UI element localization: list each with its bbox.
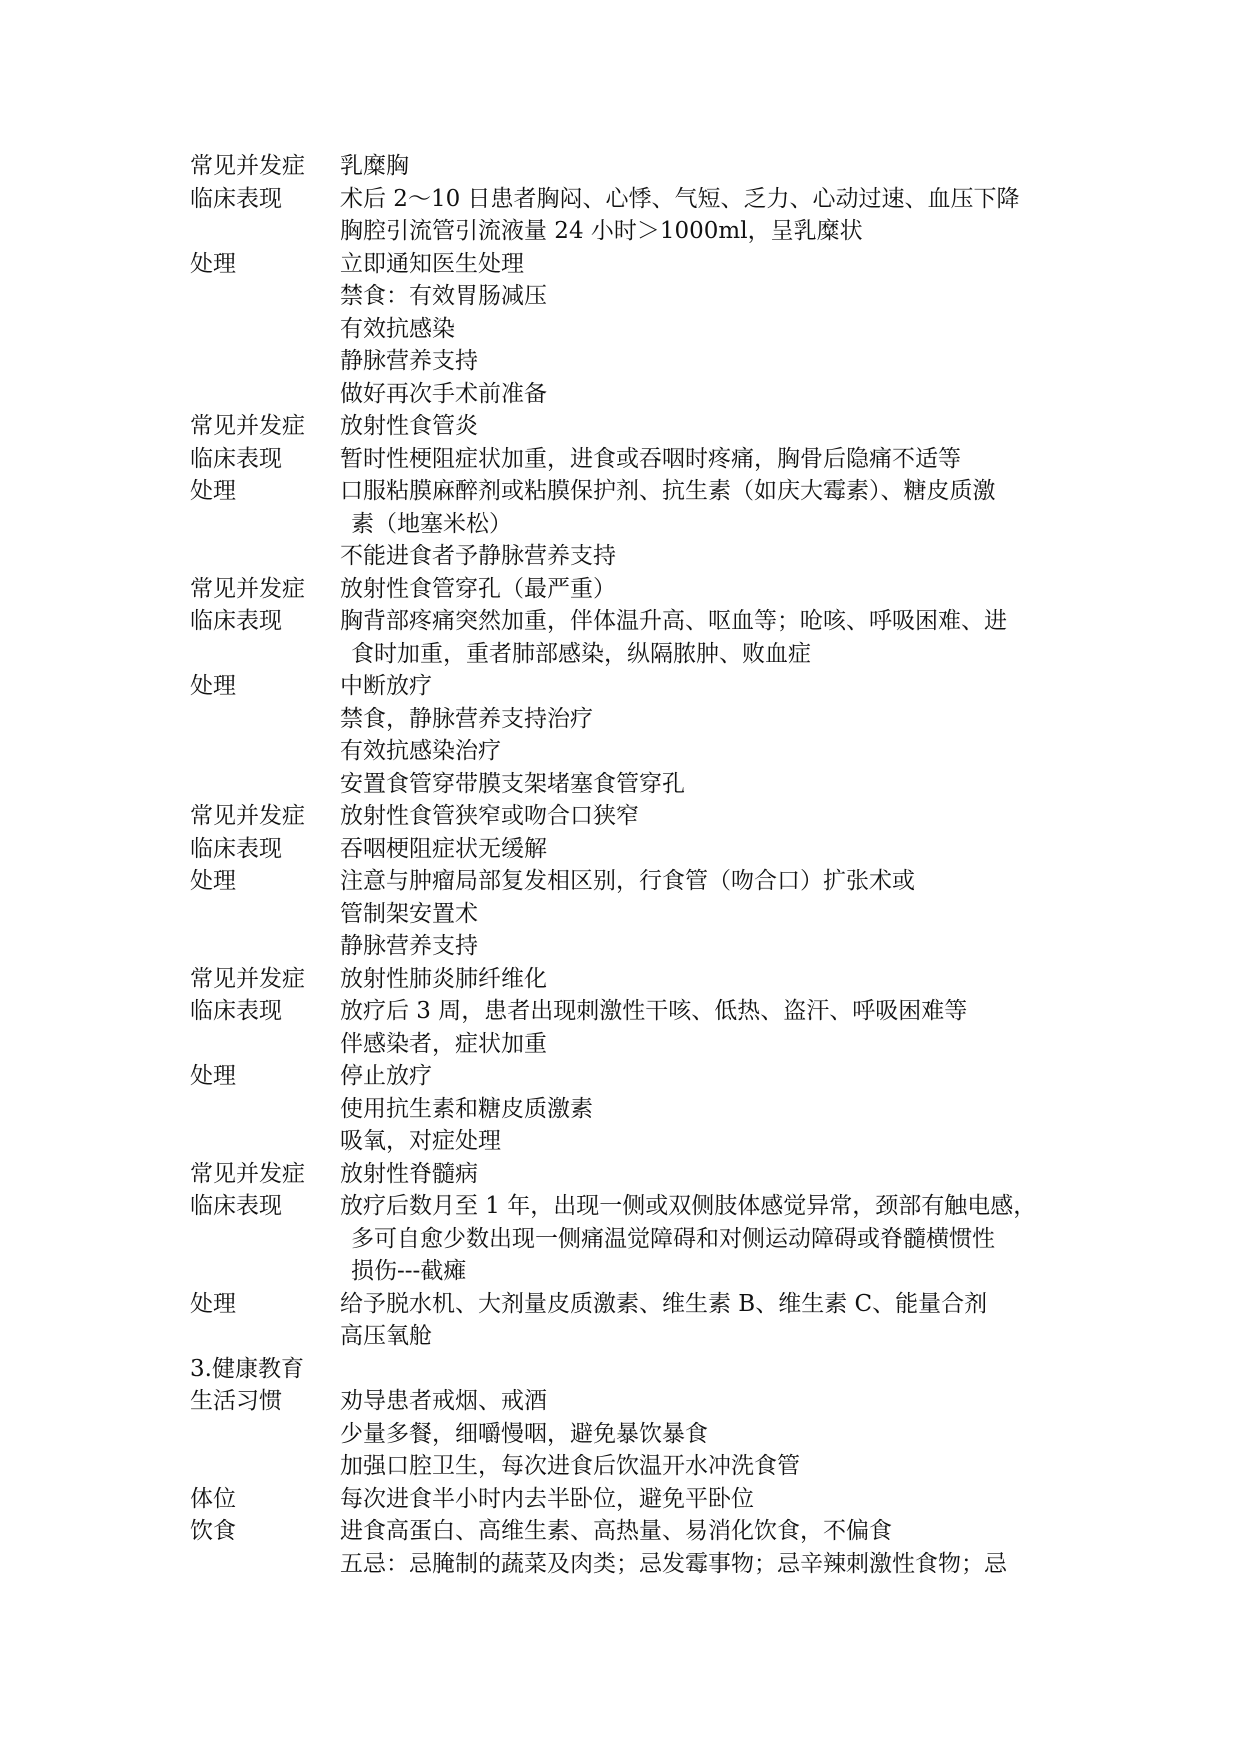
row-text: 伴感染者，症状加重 [340, 1030, 547, 1057]
row-label: 处理 [190, 478, 236, 504]
row-label: 处理 [190, 868, 236, 894]
text-line [190, 345, 1090, 378]
row-text: 劝导患者戒烟、戒酒 [340, 1388, 547, 1414]
text-line [190, 1320, 1090, 1353]
row-text: 使用抗生素和糖皮质激素 [340, 1095, 593, 1122]
row-text: 吸氧，对症处理 [340, 1128, 501, 1154]
row-label: 临床表现 [190, 608, 282, 634]
text-line [190, 150, 1090, 183]
text-line [190, 670, 1090, 703]
row-text: 放射性食管狭窄或吻合口狭窄 [340, 803, 639, 829]
row-label: 饮食 [190, 1518, 236, 1544]
row-text: 暂时性梗阻症状加重，进食或吞咽时疼痛，胸骨后隐痛不适等 [340, 445, 961, 472]
row-text: 有效抗感染 [340, 315, 455, 342]
row-text: 禁食：有效胃肠减压 [340, 283, 547, 309]
text-line [190, 963, 1090, 996]
row-text: 少量多餐，细嚼慢咽，避免暴饮暴食 [340, 1420, 708, 1447]
row-text: 放疗后数月至 1 年，出现一侧或双侧肢体感觉异常，颈部有触电感， [340, 1193, 1037, 1219]
row-text: 给予脱水机、大剂量皮质激素、维生素 B、维生素 C、能量合剂 [340, 1290, 988, 1317]
text-line [190, 1255, 1090, 1288]
text-line [190, 703, 1090, 736]
document-body [190, 150, 1090, 1580]
text-line [190, 183, 1090, 216]
row-text: 放射性食管炎 [340, 413, 478, 439]
text-line [190, 1223, 1090, 1256]
row-text: 放疗后 3 周，患者出现刺激性干咳、低热、盗汗、呼吸困难等 [340, 998, 968, 1024]
text-line [190, 313, 1090, 346]
text-line [190, 443, 1090, 476]
row-text: 中断放疗 [340, 673, 432, 699]
row-text: 高压氧舱 [340, 1323, 432, 1349]
text-line [190, 378, 1090, 411]
text-line [190, 833, 1090, 866]
row-label: 临床表现 [190, 445, 282, 472]
text-line [190, 1483, 1090, 1516]
row-text: 术后 2～10 日患者胸闷、心悸、气短、乏力、心动过速、血压下降 [340, 185, 1020, 212]
row-label: 常见并发症 [190, 413, 305, 439]
row-label: 临床表现 [190, 835, 282, 862]
row-text: 食时加重，重者肺部感染，纵隔脓肿、败血症 [351, 640, 811, 667]
text-line [190, 1028, 1090, 1061]
row-text: 放射性脊髓病 [340, 1160, 478, 1187]
text-line [190, 1548, 1090, 1581]
text-line [190, 1353, 1090, 1386]
text-line [190, 1093, 1090, 1126]
row-text: 损伤---截瘫 [351, 1258, 467, 1284]
row-text: 五忌：忌腌制的蔬菜及肉类；忌发霉事物；忌辛辣刺激性食物；忌 [340, 1550, 1007, 1577]
row-text: 素（地塞米松） [351, 510, 512, 537]
row-text: 不能进食者予静脉营养支持 [340, 543, 616, 569]
text-line [190, 995, 1090, 1028]
text-line [190, 215, 1090, 248]
text-line [190, 1515, 1090, 1548]
row-text: 每次进食半小时内去半卧位，避免平卧位 [340, 1485, 754, 1512]
row-label: 体位 [190, 1485, 236, 1512]
row-text: 静脉营养支持 [340, 933, 478, 959]
row-label: 处理 [190, 673, 236, 699]
text-line [190, 735, 1090, 768]
row-label: 生活习惯 [190, 1388, 282, 1414]
text-line [190, 1288, 1090, 1321]
text-line [190, 638, 1090, 671]
row-text: 安置食管穿带膜支架堵塞食管穿孔 [340, 770, 685, 797]
row-text: 立即通知医生处理 [340, 250, 524, 277]
row-text: 禁食，静脉营养支持治疗 [340, 705, 593, 732]
text-line [190, 1418, 1090, 1451]
row-label: 常见并发症 [190, 803, 305, 829]
text-line [190, 768, 1090, 801]
row-text: 放射性食管穿孔（最严重） [340, 575, 616, 602]
row-text: 管制架安置术 [340, 900, 478, 927]
text-line [190, 475, 1090, 508]
text-line [190, 508, 1090, 541]
row-label: 常见并发症 [190, 1160, 305, 1187]
text-line [190, 898, 1090, 931]
text-line [190, 800, 1090, 833]
row-label: 常见并发症 [190, 965, 305, 992]
row-label: 处理 [190, 250, 236, 277]
text-line [190, 573, 1090, 606]
row-label: 临床表现 [190, 185, 282, 212]
row-label: 临床表现 [190, 998, 282, 1024]
row-text: 口服粘膜麻醉剂或粘膜保护剂、抗生素（如庆大霉素）、糖皮质激 [340, 478, 996, 504]
row-text: 吞咽梗阻症状无缓解 [340, 835, 547, 862]
text-line [190, 865, 1090, 898]
row-text: 加强口腔卫生，每次进食后饮温开水冲洗食管 [340, 1453, 800, 1479]
text-line [190, 410, 1090, 443]
row-text: 多可自愈少数出现一侧痛温觉障碍和对侧运动障碍或脊髓横惯性 [351, 1225, 995, 1252]
row-text: 进食高蛋白、高维生素、高热量、易消化饮食，不偏食 [340, 1518, 892, 1544]
row-text: 做好再次手术前准备 [340, 380, 547, 407]
text-line [190, 1385, 1090, 1418]
text-line [190, 248, 1090, 281]
row-text: 乳糜胸 [340, 153, 409, 179]
text-line [190, 930, 1090, 963]
row-label: 常见并发症 [190, 575, 305, 602]
row-text: 停止放疗 [340, 1063, 432, 1089]
row-label: 临床表现 [190, 1193, 282, 1219]
row-text: 有效抗感染治疗 [340, 738, 501, 764]
text-line [190, 1158, 1090, 1191]
row-label: 处理 [190, 1290, 236, 1317]
text-line [190, 1190, 1090, 1223]
text-line [190, 1450, 1090, 1483]
row-text: 注意与肿瘤局部复发相区别，行食管（吻合口）扩张术或 [340, 868, 915, 894]
row-text: 放射性肺炎肺纤维化 [340, 965, 547, 992]
row-label: 常见并发症 [190, 153, 305, 179]
row-text: 胸腔引流管引流液量 24 小时＞1000ml，呈乳糜状 [340, 218, 863, 244]
section-heading: 3.健康教育 [190, 1355, 304, 1382]
text-line [190, 540, 1090, 573]
text-line [190, 605, 1090, 638]
text-line [190, 1125, 1090, 1158]
text-line [190, 280, 1090, 313]
text-line [190, 1060, 1090, 1093]
row-text: 胸背部疼痛突然加重，伴体温升高、呕血等；呛咳、呼吸困难、进 [340, 608, 1007, 634]
row-text: 静脉营养支持 [340, 348, 478, 374]
row-label: 处理 [190, 1063, 236, 1089]
